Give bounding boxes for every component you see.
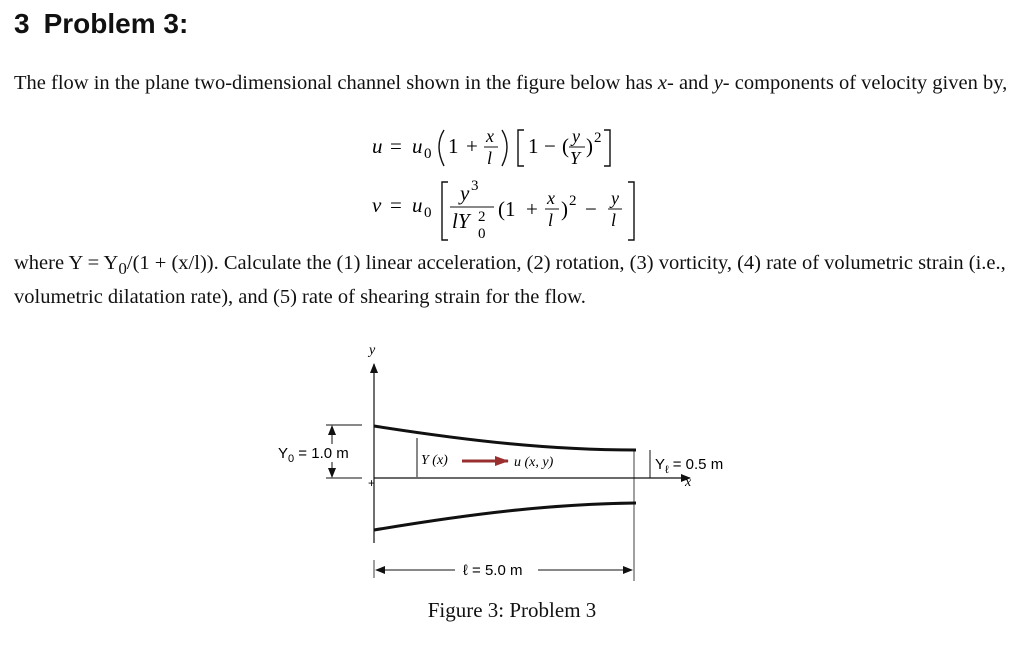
equation-v: [372, 176, 662, 246]
eq-v-lhs: v: [372, 193, 382, 217]
intro-var-y: y: [713, 72, 723, 94]
eq-u-plus: +: [466, 134, 478, 158]
eq-u-coef: u: [412, 134, 423, 158]
where-text-2: /(1 + (x/l)). Calculate the (1) linear acceleration, (2) rotation, (3) vorticity, (4) rate of volumetric strain (i.e., volumetric dilatation rate), and (5) rate of shearing strain for the flow.: [14, 252, 1006, 309]
eq-u-coef-sub: 0: [424, 146, 432, 162]
section-number: 3: [14, 8, 30, 39]
eq-v-one: (1: [498, 197, 516, 221]
eq-v-frac-den-sup: 2: [478, 209, 486, 225]
eq-v-coef-sub: 0: [424, 205, 432, 221]
eq-u-frac-num: x: [486, 126, 494, 146]
channel-figure: [270, 336, 750, 591]
eq-v-frac2-den: l: [548, 210, 554, 230]
lower-wall: [374, 503, 636, 530]
eq-u-bracket-right: [604, 130, 610, 166]
upper-wall: [374, 426, 636, 450]
yx-label: Y (x): [421, 453, 448, 468]
eq-v-frac-num-exp: 3: [471, 178, 479, 194]
eq-v-coef: u: [412, 193, 423, 217]
eq-v-frac-den-sub: 0: [478, 226, 486, 242]
eq-u-equals: =: [390, 134, 402, 158]
eq-u-lhs: u: [372, 134, 383, 158]
intro-var-x: x: [657, 72, 667, 94]
eq-u-frac2-den: Y: [570, 148, 581, 168]
eq-v-frac2-num: x: [547, 188, 555, 208]
eq-u-frac-den: l: [487, 148, 493, 168]
length-label: ℓ = 5.0 m: [463, 562, 523, 579]
eq-v-paren-close: ): [561, 197, 568, 221]
eq-u-minus: −: [544, 134, 556, 158]
figure-caption: Figure 3: Problem 3: [427, 598, 597, 622]
where-text-1: where Y = Y: [14, 252, 119, 274]
eq-u-one: 1: [448, 134, 459, 158]
eq-v-equals: =: [390, 193, 402, 217]
eq-v-frac3-den: l: [611, 210, 617, 230]
eq-u-paren-right: [502, 130, 507, 166]
intro-paragraph: [14, 69, 1010, 97]
x-axis-label: x: [685, 475, 692, 490]
yl-label: $Y_\ell = 0.5$ m: [655, 456, 724, 476]
y0-label: $Y_0 = 1.0$ m: [278, 445, 349, 465]
intro-text-1: The flow in the plane two-dimensional channel shown in the figure below has: [14, 72, 658, 94]
eq-v-plus: +: [526, 197, 538, 221]
eq-v-bracket-right: [628, 182, 634, 240]
eq-v-minus: −: [585, 197, 597, 221]
eq-v-exp: 2: [569, 193, 577, 209]
eq-u-paren-left: [439, 130, 444, 166]
intro-text-3: - components of velocity given by,: [722, 72, 1008, 94]
eq-u-bracket-left: [518, 130, 524, 166]
velocity-label: u (x, y): [514, 455, 554, 470]
intro-text-2: - and: [667, 72, 714, 94]
section-heading: [14, 8, 188, 40]
origin-mark: +: [368, 476, 376, 490]
eq-u-paren-open: (: [562, 134, 569, 158]
section-title: Problem 3:: [43, 8, 189, 39]
eq-u-frac2-num: y: [572, 126, 580, 146]
y-axis-label: y: [369, 343, 376, 358]
eq-v-frac-den: lY: [452, 209, 470, 233]
eq-u-exp: 2: [594, 130, 602, 146]
eq-u-paren-close: ): [586, 134, 593, 158]
eq-v-frac3-num: y: [611, 188, 619, 208]
eq-u-one-2: 1: [528, 134, 539, 158]
equation-u: [372, 122, 662, 174]
where-paragraph: [14, 249, 1010, 311]
eq-v-bracket-left: [442, 182, 448, 240]
where-sub: 0: [118, 259, 127, 279]
eq-v-frac-num: y: [460, 181, 470, 205]
